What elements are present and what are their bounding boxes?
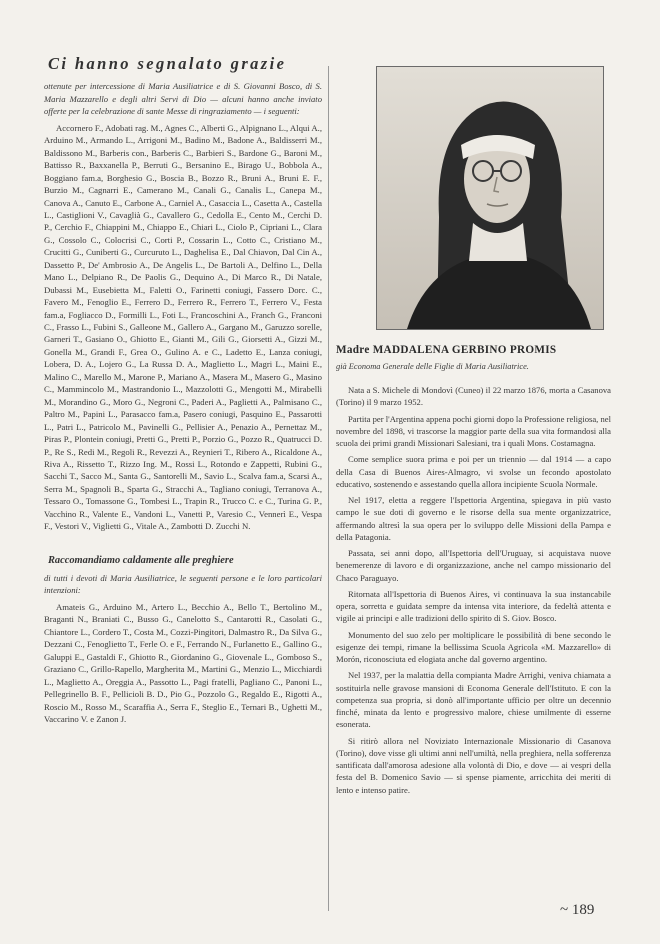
graces-heading: Ci hanno segnalato grazie — [48, 54, 287, 73]
nun-portrait-image — [377, 67, 603, 329]
prayer-intro: di tutti i devoti di Maria Ausiliatrice, le seguenti persone e le loro particolari intenzioni: — [44, 572, 322, 596]
left-column — [44, 54, 322, 725]
graces-intro: ottenute per intercessione di Maria Ausiliatrice e di S. Giovanni Bosco, di S. Maria Mazzarello e degli altri Servi di Dio — alcuni hanno anche inviato offerte per la celebrazione di sante Messe di ringraziamento — i seguenti: — [44, 81, 322, 117]
obituary-paragraph: Nel 1937, per la malattia della compianta Madre Arrighi, veniva chiamata a sostituirla nelle gravose mansioni di Economa Generale dell'Istituto. E con la competenza sua propria, si donò all'importante ufficio per oltre un decennio finché, minata da lento e progressivo malore, chiese umilmente di esserne esonerata. — [336, 670, 611, 730]
obituary-paragraph: Come semplice suora prima e poi per un triennio — dal 1914 — a capo della Casa di Buenos Aires-Almagro, vi svolse un fecondo apostolato educativo, sostenendo e assestando quella allora incipiente Scuola Normale. — [336, 454, 611, 489]
prayer-names-list: Amateis G., Arduino M., Artero L., Becchio A., Bello T., Bertolino M., Braganti N., Braniati C., Busso G., Canelotto S., Cantarotti R., Casolati G., Chiantore L., Cordero T., Costa M., Cozzi-Pingitori, Dalmastro R., Da Silva G., Dezzani C., Fenoglietto T., Ferle O. e F., Ferrando N., Furlanetto E., Gallino G., Galuppi E., Gastaldi F., Ghiotto R., Giordanino G., Giovenale L., Gomboso S., Graziano C., Grillo-Rapello, Margherita M., Martini G., Menzio L., Micchiardi L., Maglietto A., Oreggia A., Passotto L., Pagi fratelli, Pagliano C., Panoni L., Pellegrinello B. F., Pellicioli B. D., Pio G., Pozzolo G., Regaldo E., Rigotti A., Roscio M., Rosso M., Scaraffia A., Serra F., Steglio E., Ternari B., Ughetti M., Vaccarino V. e Zanon J. — [44, 601, 322, 724]
page-number: ~ 189 — [560, 902, 595, 918]
column-divider — [328, 66, 329, 911]
obituary-paragraph: Partita per l'Argentina appena pochi giorni dopo la Professione religiosa, nel novembre del 1898, vi trascorse la maggior parte della sua vita formandosi alla scuola dei primi grandi Missionari Salesiani, tra i quali Mons. Costamagna. — [336, 413, 611, 448]
obituary-paragraph: Passata, sei anni dopo, all'Ispettoria dell'Uruguay, si acquistava nuove benemerenze di lavoro e di organizzazione, anche nel campo missionario del Chaco Paraguayo. — [336, 548, 611, 583]
graces-names-list: Accornero F., Adobati rag. M., Agnes C., Alberti G., Alpignano L., Alqui A., Arduino M., Armando L., Arrigoni M., Badino M., Badone A., Baldisserri M., Baldissono M., Barberis con., Barberis C., Barbieri S., Bardone G., Baroni M., Battisso R., Baxxanella P., Berruti G., Bersanino E., Birago U., Bobbola A., Boggiano fam.a, Borghesio G., Boscia B., Bozzo R., Bruni A., Bruni E. F., Burzio M., Cagnarri E., Camerano M., Canali G., Canalis L., Canepa M., Canova A., Canuto E., Carbone A., Carniel A., Casaccia L., Casetta A., Castella L., Castiglioni V., Cavaglià G., Cavallero G., Cedolla E., Cento M., Cerchi D. P., Cerchio F., Chiappini M., Chiappo E., Chiari L., Ciolo P., Cipriani L., Clara G., Cossolo C., Colocrisi C., Corti P., Cossarin L., Cotto C., Cristiano M., Crucitti G., Cuniberti G., Curcuruto L., Daghelisa E., Dal Chiavon, Dal Cin A., Dassetto P., De' Ambrosio A., De Angelis L., De Bartoli A., Delfino L., Della Mano L., Delpiano R., De Paolis G., Dequino A., Di Marco R., Di Natale, Dubassi M., Eusebietta M., Faletti O., Farinetti coniugi, Fassero Dorc. C., Favero M., Fenoglio E., Ferrero D., Ferrero R., Ferrero T., Ferrero V., Festa fam.a, Fogliacco D., Formilli L., Foti L., Francoschini A., Franch G., Franconi C., Frasso L., Fubini S., Galleone M., Gallero A., Gargano M., Garuzzo sorelle, Garneri T., Gasiano O., Ghiotto E., Gianti M., Gili G., Giorsetti A., Gizzi M., Gonella M., Grandi F., Grea O., Gulino A. e C., Ladetto E., Lanza coniugi, Lobera, D. A., Lojero G., La Russa D. A., Maglietto L., Magri L., Maini E., Malino C., Marello M., Marone P., Mariano A., Masera M., Masero G., Masino C., Mammincolo M., Mastrandonio L., Mazzolotti G., Mengotti M., Mirabelli M., Morandino G., Moro G., Negroni C., Paderi A., Paglietti A., Palmisano C., Paltro M., Papini L., Parasacco fam.a, Pasero coniugi, Pasquino E., Passarotti L., Patri L., Patricolo M., Pavinelli G., Pellisier A., Penazio A., Pernettaz M., Piras P., Plontein coniugi, Pretti G., Pretti P., Porzio G., Pozzo R., Quatrucci D. P., Re S., Redi M., Regoli R., Revezzi A., Reynieri T., Ribero A., Ricaldone A., Riva A., Rissetto T., Rizzo Ing. M., Rossi L., Rotondo e Zappetti, Rubini G., Sacchi T., Sacco M., Santa G., Santorelli M., Savio L., Scalva fam.a, Scarsi A., Serra M., Spagnoli B., Sparta G., Stracchi A., Tagliano coniugi, Terranova A., Tessaro O., Tomassone G., Tombesi L., Trapin R., Trucco C. e C., Turina G. P., Vacchino R., Valente E., Vandoni L., Vanetti P., Varesio C., Vennerì E., Vespa F., Vestori V., Viglietti G., Vitale A., Zambotti D. Zucchi N. — [44, 122, 322, 532]
obituary-paragraph: Nel 1917, eletta a reggere l'Ispettoria Argentina, spiegava in più vasto campo le sue doti di governo e le risorse della sua mente organizzatrice, affermando altresì la sua opera per lo sviluppo delle Missioni della Pampa e della Patagonia. — [336, 495, 611, 542]
obituary-paragraph: Si ritirò allora nel Noviziato Internazionale Missionario di Casanova (Torino), dove visse gli ultimi anni nell'umiltà, nella preghiera, nella sofferenza santificata dall'amorosa adesione alla volontà di Dio, e dove — ai vespri della festa del B. Domenico Savio — si spense piamente, arricchita dei meriti di lento e intenso patire. — [336, 735, 611, 795]
obituary-paragraph: Ritornata all'Ispettoria di Buenos Aires, vi continuava la sua instancabile opera, sorretta e guidata sempre da intensa vita interiore, da fedeltà attenta e vigile ai principi e alle tradizioni dello spirito di S. Giov. Bosco. — [336, 588, 611, 624]
obituary-name: Madre MADDALENA GERBINO PROMIS — [336, 344, 557, 356]
obituary-role: già Economa Generale delle Figlie di Maria Ausiliatrice. — [336, 362, 529, 371]
prayer-heading: Raccomandiamo caldamente alle preghiere — [48, 554, 234, 566]
obituary-paragraph: Monumento del suo zelo per moltiplicare le possibilità di bene secondo le esigenze dei tempi, rimane la bellissima Scuola Agricola «M. Mazzarello» di Morón, riconosciuta ed elogiata anche dal governo argentino. — [336, 629, 611, 664]
obituary-text — [336, 384, 611, 800]
obituary-paragraph: Nata a S. Michele di Mondovì (Cuneo) il 22 marzo 1876, morta a Casanova (Torino) il 9 marzo 1952. — [336, 385, 611, 408]
portrait-photo — [376, 66, 604, 330]
